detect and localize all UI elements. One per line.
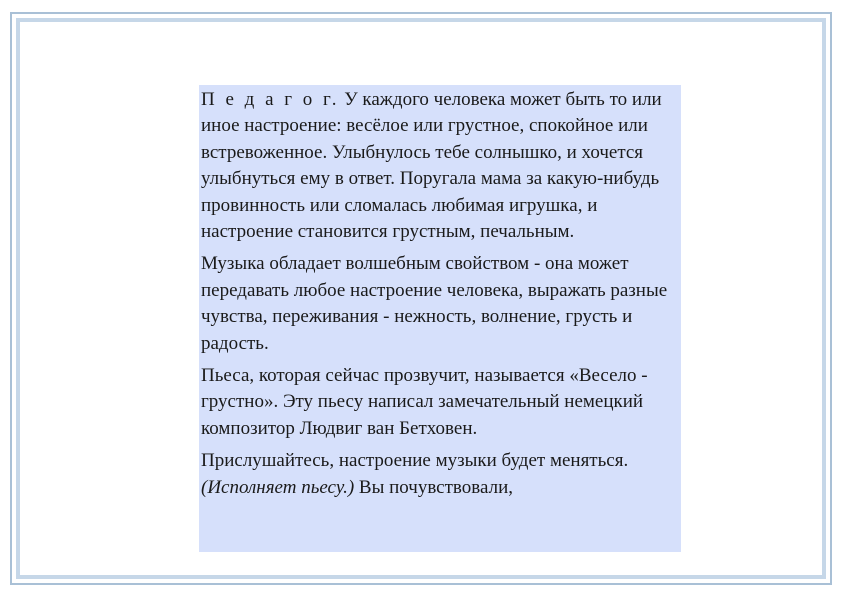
speaker-label: П е д а г о г. (201, 89, 340, 110)
paragraph-1 (201, 87, 679, 245)
stage-direction: (Исполняет пьесу.) (201, 476, 355, 498)
paragraph-1-text: У каждого человека может быть то или иное настроение: весёлое или грустное, спокойное или встревоженное. Улыбнулось тебе солнышко, и хочется улыбнуться ему в ответ. Поругала мама за какую-нибудь провинность или сломалась любимая игрушка, и настроение становится грустным, печальным. (201, 89, 662, 243)
paragraph-4 (201, 448, 679, 501)
paragraph-4-text-after: Вы почувствовали, (354, 476, 513, 498)
text-block (199, 85, 681, 552)
paragraph-4-text-before: Прислушайтесь, настроение музыки будет меняться. (201, 450, 629, 472)
paragraph-2 (201, 251, 679, 357)
paragraph-3 (201, 363, 679, 442)
paragraph-3-text: Пьеса, которая сейчас прозвучит, называется «Весело - грустно». Эту пьесу написал замечательный немецкий композитор Людвиг ван Бетховен. (201, 365, 648, 439)
paragraph-2-text: Музыка обладает волшебным свойством - она может передавать любое настроение человека, выражать разные чувства, переживания - нежность, волнение, грусть и радость. (201, 253, 668, 354)
